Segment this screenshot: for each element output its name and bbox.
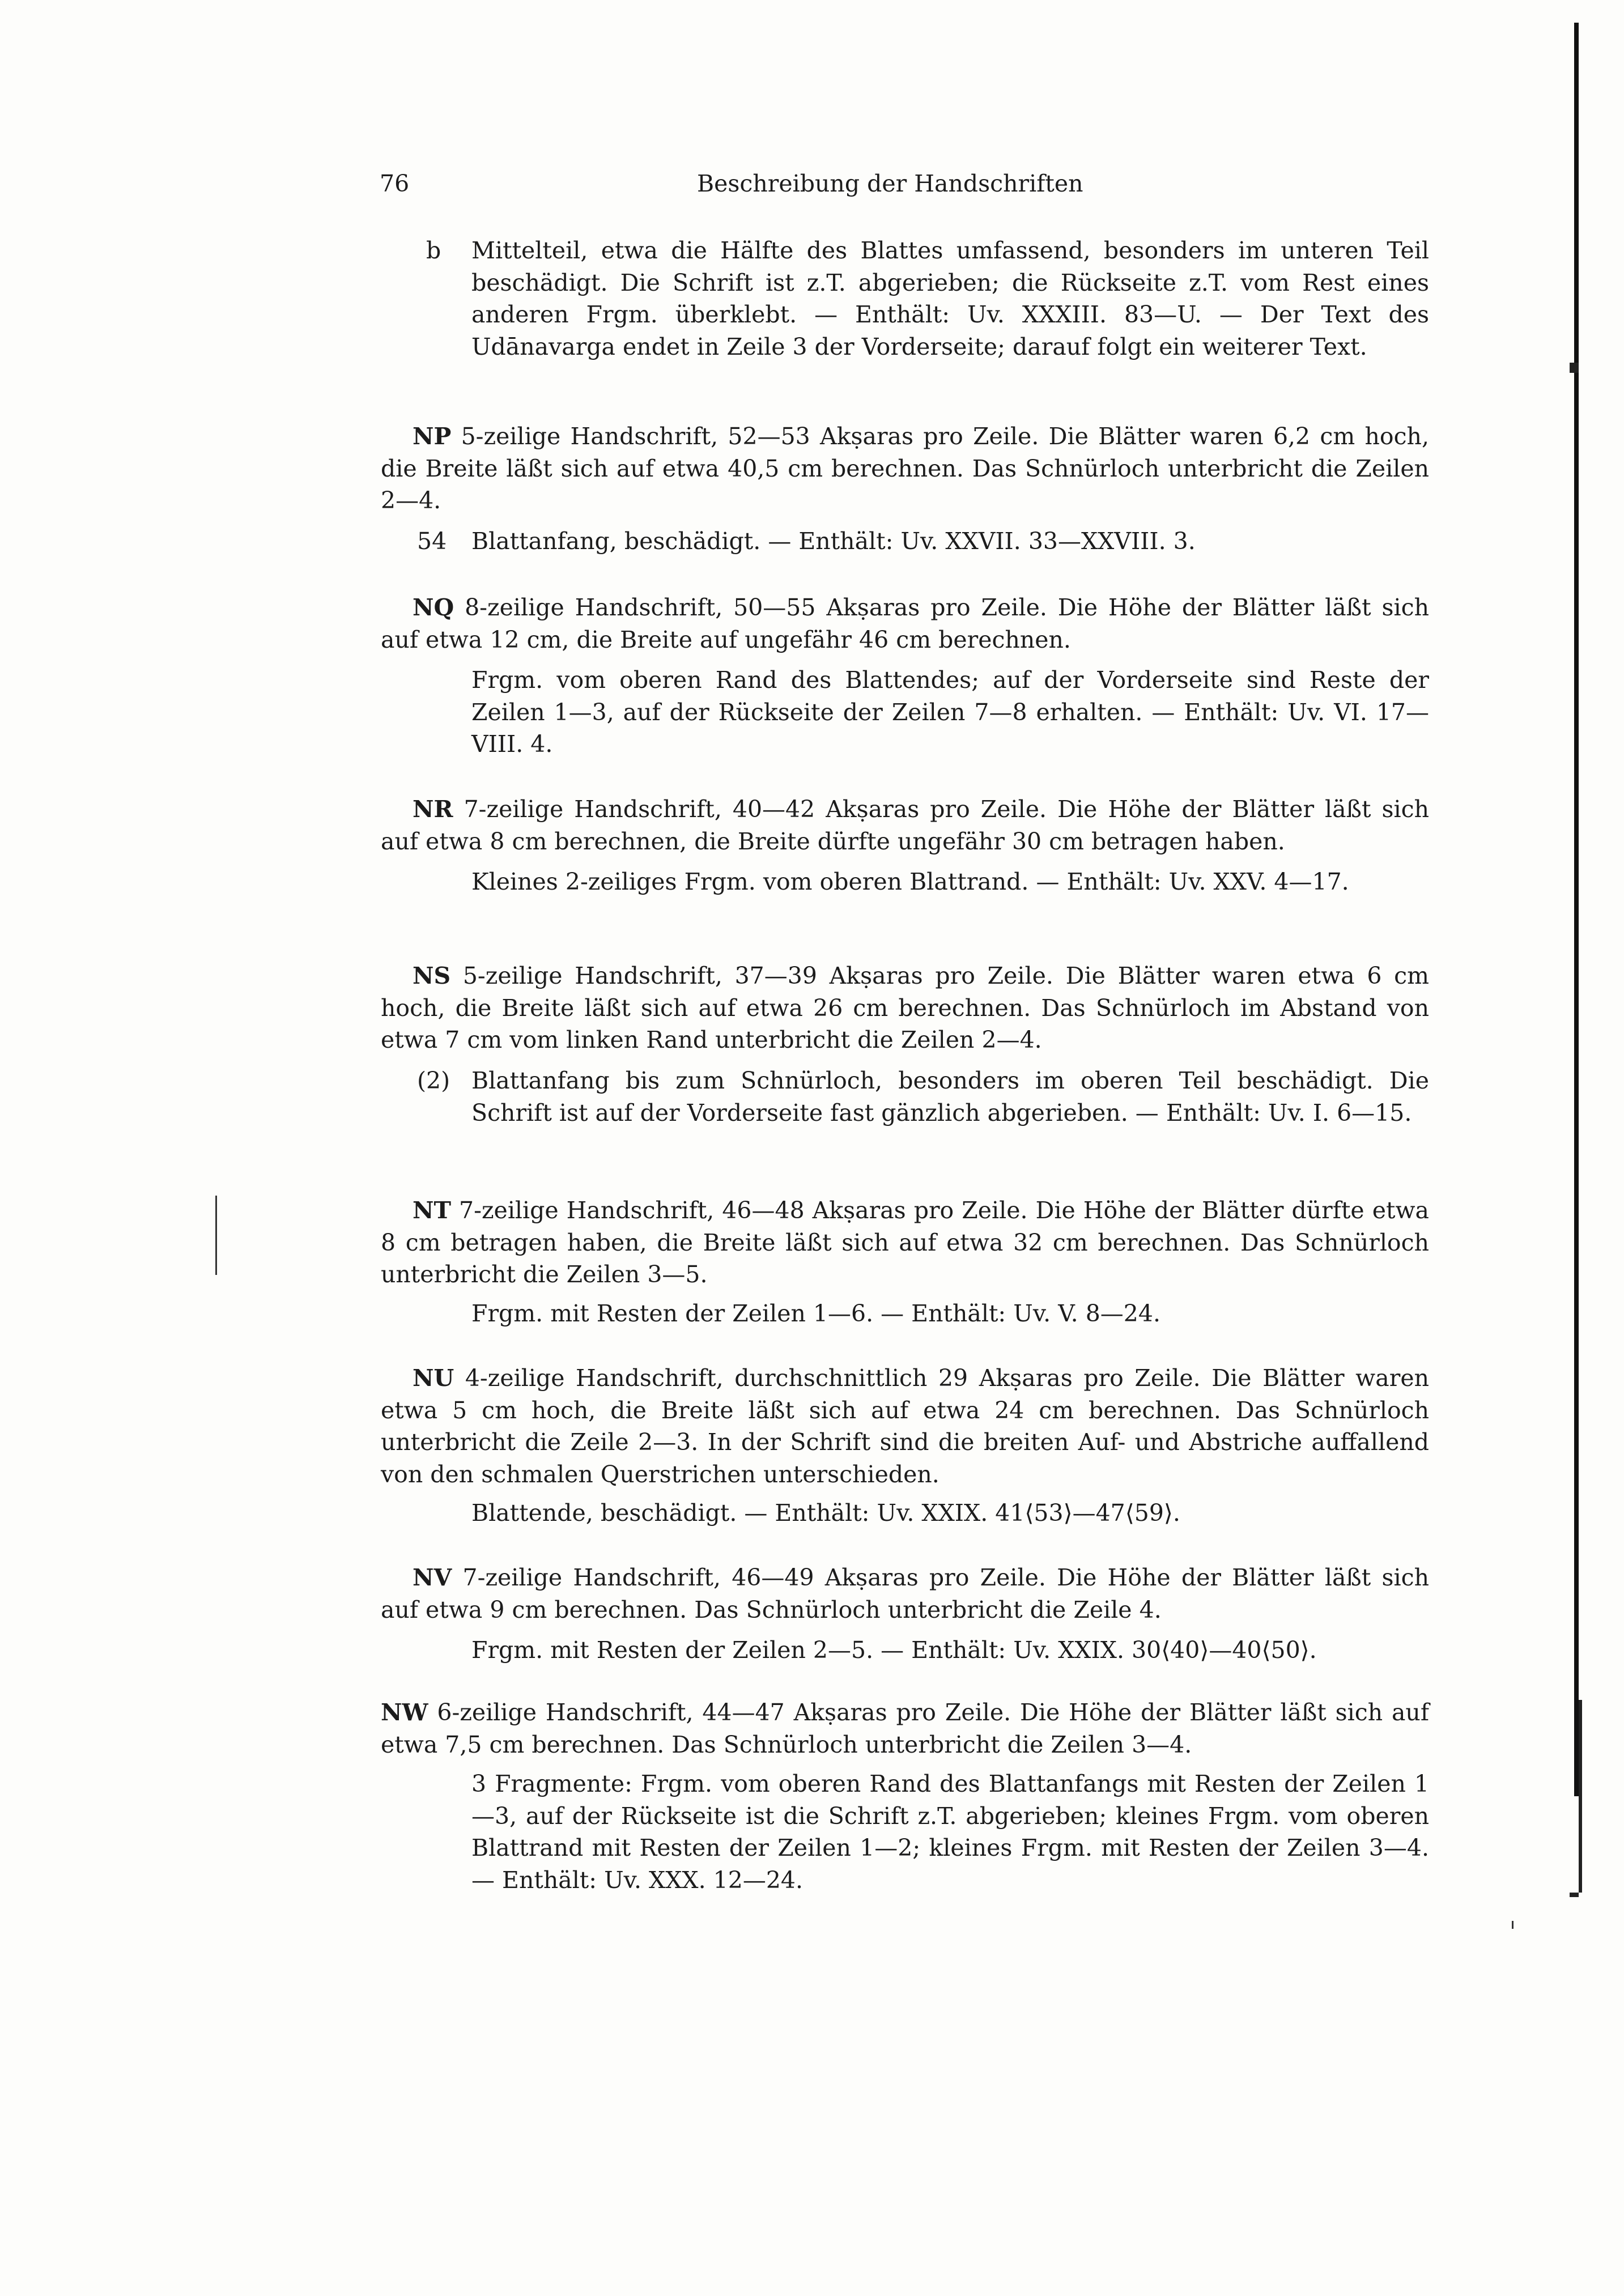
description-text: 5-zeilige Handschrift, 52—53 Akṣaras pro Zeile. Die Blätter waren 6,2 cm hoch, die Breite läßt sich auf etwa 40,5 cm berechnen. Das Schnürloch unterbricht die Zeilen 2—4. [381,423,1429,514]
entry-description [381,960,1429,1056]
entry-description [381,1194,1429,1291]
scan-edge-tick [1579,1700,1582,1893]
entry-description [381,592,1429,656]
item-label: 54 [417,528,447,555]
siglum: NU [413,1364,454,1392]
item-text: Blattanfang, beschädigt. — Enthält: Uv. XXVII. 33—XXVIII. 3. [471,528,1196,555]
item-text: Frgm. vom oberen Rand des Blattendes; auf der Vorderseite sind Reste der Zeilen 1—3, auf der Rückseite der Zeilen 7—8 erhalten. — Enthält: Uv. VI. 17—VIII. 4. [471,666,1429,758]
page-header [380,170,1309,204]
item-text: Blattanfang bis zum Schnürloch, besonders im oberen Teil beschädigt. Die Schrift ist auf der Vorderseite fast gänzlich abgerieben. — Enthält: Uv. I. 6—15. [471,1067,1429,1126]
entry-description [381,1362,1429,1490]
siglum: NS [413,962,451,989]
item-text: Kleines 2-zeiliges Frgm. vom oberen Blattrand. — Enthält: Uv. XXV. 4—17. [471,868,1349,895]
siglum: NR [413,796,453,823]
entry-description [381,793,1429,857]
entry-description [381,1697,1429,1761]
siglum: NP [413,423,452,450]
description-text: 7-zeilige Handschrift, 46—48 Akṣaras pro Zeile. Die Höhe der Blätter dürfte etwa 8 cm betragen haben, die Breite läßt sich auf etwa 32 cm berechnen. Das Schnürloch unterbricht die Zeilen 3—5. [381,1197,1429,1288]
scan-edge-tick [1570,1893,1579,1897]
item-text: Frgm. mit Resten der Zeilen 1—6. — Enthält: Uv. V. 8—24. [471,1300,1160,1327]
scan-speck [1512,1921,1514,1929]
page-number: 76 [380,170,410,197]
description-text: 4-zeilige Handschrift, durchschnittlich 29 Akṣaras pro Zeile. Die Blätter waren etwa 5 cm hoch, die Breite läßt sich auf etwa 24 cm berechnen. Das Schnürloch unterbricht die Zeile 2—3. In der Schrift sind die breiten Auf- und Abstriche auffallend von den schmalen Querstrichen unterschieden. [381,1364,1429,1488]
item-label: (2) [417,1067,450,1094]
entry-text: Mittelteil, etwa die Hälfte des Blattes umfassend, besonders im unteren Teil beschädigt. Die Schrift ist z.T. abgerieben; die Rückseite z.T. vom Rest eines anderen Frgm. überklebt. — Enthält: Uv. XXXIII. 83—U. — Der Text des Udānavarga endet in Zeile 3 der Vorderseite; darauf folgt ein weiterer Text. [471,237,1429,360]
entry-description [381,420,1429,517]
siglum: NT [413,1197,451,1224]
siglum: NQ [413,594,454,621]
siglum: NW [381,1699,428,1726]
running-title: Beschreibung der Handschriften [697,170,1083,197]
description-text: 7-zeilige Handschrift, 46—49 Akṣaras pro Zeile. Die Höhe der Blätter läßt sich auf etwa 9 cm berechnen. Das Schnürloch unterbricht die Zeile 4. [381,1564,1429,1623]
item-text: Blattende, beschädigt. — Enthält: Uv. XXIX. 41⟨53⟩—47⟨59⟩. [471,1499,1180,1527]
scan-speck [215,1196,217,1275]
description-text: 7-zeilige Handschrift, 40—42 Akṣaras pro Zeile. Die Höhe der Blätter läßt sich auf etwa 8 cm berechnen, die Breite dürfte ungefähr 30 cm betragen haben. [381,796,1429,855]
entry-description [381,1562,1429,1626]
scan-edge-bar [1574,23,1579,1796]
siglum: NV [413,1564,452,1591]
scan-edge-tick [1570,363,1579,373]
entry-label: b [426,237,441,264]
description-text: 8-zeilige Handschrift, 50—55 Akṣaras pro Zeile. Die Höhe der Blätter läßt sich auf etwa 12 cm, die Breite auf ungefähr 46 cm berechnen. [381,594,1429,653]
item-text: Frgm. mit Resten der Zeilen 2—5. — Enthält: Uv. XXIX. 30⟨40⟩—40⟨50⟩. [471,1636,1317,1664]
description-text: 6-zeilige Handschrift, 44—47 Akṣaras pro Zeile. Die Höhe der Blätter läßt sich auf etwa 7,5 cm berechnen. Das Schnürloch unterbricht die Zeilen 3—4. [381,1699,1429,1758]
description-text: 5-zeilige Handschrift, 37—39 Akṣaras pro Zeile. Die Blätter waren etwa 6 cm hoch, die Breite läßt sich auf etwa 26 cm berechnen. Das Schnürloch im Abstand von etwa 7 cm vom linken Rand unterbricht die Zeilen 2—4. [381,962,1429,1053]
item-text: 3 Fragmente: Frgm. vom oberen Rand des Blattanfangs mit Resten der Zeilen 1—3, auf der Rückseite ist die Schrift z.T. abgerieben; kleines Frgm. vom oberen Blattrand mit Resten der Zeilen 1—2; kleines Frgm. mit Resten der Zeilen 3—4. — Enthält: Uv. XXX. 12—24. [471,1770,1429,1894]
